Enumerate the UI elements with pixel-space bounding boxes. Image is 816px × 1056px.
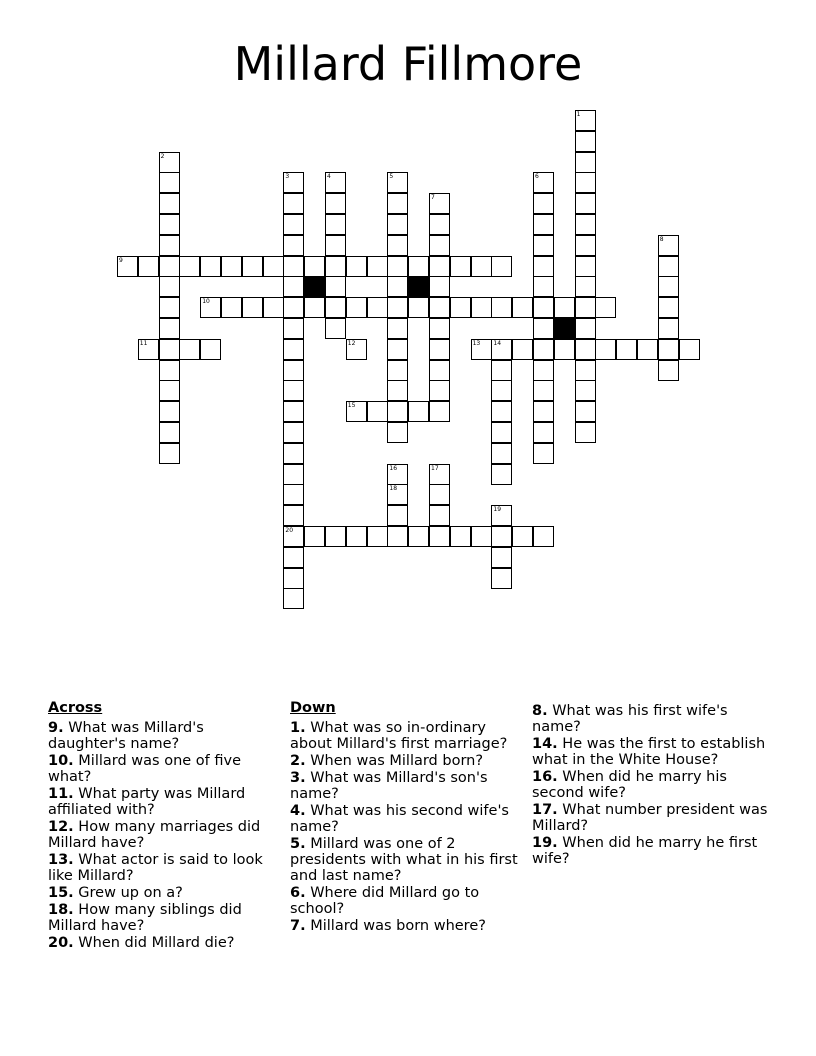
crossword-cell[interactable] — [491, 505, 512, 526]
clue-text: How many siblings did Millard have? — [48, 902, 242, 934]
clue-item — [532, 703, 768, 735]
cell-number: 14 — [493, 339, 502, 347]
crossword-cell[interactable] — [512, 339, 533, 360]
across-heading: Across — [48, 700, 103, 716]
crossword-cell[interactable] — [283, 401, 304, 422]
crossword-cell[interactable] — [429, 318, 450, 339]
crossword-cell[interactable] — [325, 172, 346, 193]
crossword-cell[interactable] — [221, 256, 242, 277]
clue-item — [48, 852, 276, 884]
crossword-cell[interactable] — [387, 360, 408, 381]
crossword-cell[interactable] — [325, 214, 346, 235]
crossword-cell[interactable] — [387, 401, 408, 422]
crossword-cell[interactable] — [429, 214, 450, 235]
crossword-cell[interactable] — [658, 276, 679, 297]
crossword-cell[interactable] — [429, 464, 450, 485]
crossword-cell[interactable] — [387, 339, 408, 360]
clue-text: He was the first to establish what in the White House? — [532, 736, 766, 768]
crossword-cell[interactable] — [283, 484, 304, 505]
black-square — [554, 318, 575, 339]
crossword-cell[interactable] — [242, 256, 263, 277]
crossword-cell[interactable] — [408, 526, 429, 547]
crossword-cell[interactable] — [575, 276, 596, 297]
crossword-cell[interactable] — [491, 464, 512, 485]
crossword-cell[interactable] — [429, 526, 450, 547]
clue-number: 12. — [48, 819, 74, 835]
crossword-cell[interactable] — [491, 360, 512, 381]
crossword-cell[interactable] — [533, 443, 554, 464]
clue-number: 16. — [532, 769, 558, 785]
clue-item — [290, 836, 526, 884]
down-heading: Down — [290, 700, 336, 716]
crossword-cell[interactable] — [304, 297, 325, 318]
crossword-cell[interactable] — [429, 276, 450, 297]
clue-item — [290, 753, 526, 769]
clue-number: 13. — [48, 852, 74, 868]
crossword-cell[interactable] — [450, 526, 471, 547]
crossword-cell[interactable] — [637, 339, 658, 360]
clue-item — [290, 803, 526, 835]
crossword-cell[interactable] — [575, 152, 596, 173]
crossword-cell[interactable] — [283, 443, 304, 464]
crossword-cell[interactable] — [159, 214, 180, 235]
crossword-cell[interactable] — [283, 339, 304, 360]
clue-number: 17. — [532, 802, 558, 818]
crossword-cell[interactable] — [387, 193, 408, 214]
cell-number: 4 — [327, 173, 331, 181]
crossword-cell[interactable] — [533, 401, 554, 422]
clue-text: When did Millard die? — [73, 935, 235, 951]
crossword-cell[interactable] — [387, 276, 408, 297]
cell-number: 2 — [160, 152, 165, 160]
clue-item — [48, 935, 276, 951]
cell-number: 3 — [285, 173, 290, 181]
crossword-cell[interactable] — [491, 443, 512, 464]
crossword-cell[interactable] — [159, 172, 180, 193]
clue-number: 6. — [290, 885, 306, 901]
clue-number: 1. — [290, 720, 306, 736]
clue-number: 7. — [290, 918, 306, 934]
crossword-cell[interactable] — [679, 339, 700, 360]
crossword-cell[interactable] — [512, 297, 533, 318]
crossword-cell[interactable] — [575, 380, 596, 401]
clue-item — [532, 802, 768, 834]
crossword-cell[interactable] — [367, 297, 388, 318]
cell-number: 18 — [389, 485, 398, 493]
crossword-cell[interactable] — [387, 297, 408, 318]
clue-text: What actor is said to look like Millard? — [48, 852, 263, 884]
crossword-cell[interactable] — [575, 422, 596, 443]
cell-number: 12 — [347, 339, 356, 347]
crossword-cell[interactable] — [554, 297, 575, 318]
crossword-cell[interactable] — [159, 339, 180, 360]
clue-text: When did he marry his second wife? — [532, 769, 727, 801]
crossword-cell[interactable] — [533, 214, 554, 235]
crossword-cell[interactable] — [346, 401, 367, 422]
crossword-cell[interactable] — [283, 318, 304, 339]
cell-number: 20 — [285, 527, 294, 534]
clue-item — [48, 885, 276, 901]
crossword-cell[interactable] — [159, 256, 180, 277]
crossword-cell[interactable] — [575, 131, 596, 152]
crossword-cell[interactable] — [325, 193, 346, 214]
crossword-cell[interactable] — [429, 484, 450, 505]
crossword-cell[interactable] — [554, 339, 575, 360]
crossword-cell[interactable] — [533, 360, 554, 381]
crossword-cell[interactable] — [387, 464, 408, 485]
crossword-cell[interactable] — [159, 422, 180, 443]
crossword-cell[interactable] — [533, 235, 554, 256]
crossword-cell[interactable] — [408, 401, 429, 422]
crossword-cell[interactable] — [367, 256, 388, 277]
crossword-cell[interactable] — [325, 276, 346, 297]
crossword-cell[interactable] — [159, 276, 180, 297]
crossword-cell[interactable] — [429, 339, 450, 360]
crossword-cell[interactable] — [533, 339, 554, 360]
clue-text: What was his second wife's name? — [290, 803, 509, 835]
crossword-cell[interactable] — [387, 318, 408, 339]
crossword-cell[interactable] — [429, 505, 450, 526]
crossword-cell[interactable] — [575, 318, 596, 339]
crossword-cell[interactable] — [575, 256, 596, 277]
crossword-cell[interactable] — [283, 568, 304, 589]
crossword-cell[interactable] — [450, 297, 471, 318]
crossword-cell[interactable] — [429, 235, 450, 256]
crossword-cell[interactable] — [429, 360, 450, 381]
clue-item — [532, 835, 768, 867]
crossword-cell[interactable] — [325, 256, 346, 277]
crossword-cell[interactable] — [491, 256, 512, 277]
clue-text: Millard was one of 2 presidents with what in his first and last name? — [290, 836, 518, 884]
crossword-cell[interactable] — [491, 380, 512, 401]
cell-number: 10 — [202, 298, 210, 306]
cell-number: 7 — [431, 194, 435, 202]
crossword-cell[interactable] — [491, 339, 512, 360]
across-clues — [48, 700, 276, 952]
crossword-cell[interactable] — [616, 339, 637, 360]
crossword-cell[interactable] — [595, 339, 616, 360]
crossword-cell[interactable] — [471, 256, 492, 277]
crossword-cell[interactable] — [533, 256, 554, 277]
crossword-cell[interactable] — [283, 380, 304, 401]
clue-text: When did he marry he first wife? — [532, 835, 758, 867]
crossword-cell[interactable] — [242, 297, 263, 318]
crossword-cell[interactable] — [491, 526, 512, 547]
crossword-cell[interactable] — [575, 297, 596, 318]
clue-text: What number president was Millard? — [532, 802, 768, 834]
crossword-cell[interactable] — [512, 526, 533, 547]
crossword-cell[interactable] — [408, 297, 429, 318]
clue-text: What was so in-ordinary about Millard's first marriage? — [290, 720, 508, 752]
crossword-cell[interactable] — [200, 297, 221, 318]
crossword-cell[interactable] — [658, 360, 679, 381]
crossword-cell[interactable] — [283, 464, 304, 485]
clue-item — [48, 786, 276, 818]
crossword-cell[interactable] — [575, 110, 596, 131]
crossword-cell[interactable] — [575, 214, 596, 235]
crossword-cell[interactable] — [575, 339, 596, 360]
crossword-cell[interactable] — [471, 339, 492, 360]
clue-number: 20. — [48, 935, 74, 951]
crossword-cell[interactable] — [346, 297, 367, 318]
crossword-cell[interactable] — [283, 505, 304, 526]
cell-number: 1 — [576, 111, 581, 118]
crossword-cell[interactable] — [429, 297, 450, 318]
crossword-cell[interactable] — [387, 256, 408, 277]
crossword-cell[interactable] — [387, 380, 408, 401]
crossword-cell[interactable] — [159, 193, 180, 214]
crossword-cell[interactable] — [471, 297, 492, 318]
cell-number: 13 — [472, 339, 481, 347]
crossword-cell[interactable] — [283, 276, 304, 297]
crossword-cell[interactable] — [325, 318, 346, 339]
crossword-cell[interactable] — [346, 526, 367, 547]
cell-number: 16 — [389, 464, 398, 472]
clue-number: 5. — [290, 836, 306, 852]
page-title: Millard Fillmore — [233, 37, 583, 91]
crossword-cell[interactable] — [575, 360, 596, 381]
crossword-cell[interactable] — [471, 526, 492, 547]
crossword-cell[interactable] — [387, 214, 408, 235]
crossword-cell[interactable] — [283, 588, 304, 609]
clue-item — [290, 918, 526, 934]
clue-number: 3. — [290, 770, 306, 786]
crossword-cell[interactable] — [429, 401, 450, 422]
crossword-cell[interactable] — [387, 526, 408, 547]
cell-number: 17 — [431, 464, 439, 472]
crossword-cell[interactable] — [283, 235, 304, 256]
crossword-cell[interactable] — [200, 256, 221, 277]
crossword-cell[interactable] — [283, 526, 304, 547]
clue-item — [48, 720, 276, 752]
crossword-cell[interactable] — [387, 484, 408, 505]
black-square — [408, 276, 429, 297]
crossword-cell[interactable] — [387, 422, 408, 443]
crossword-cell[interactable] — [387, 505, 408, 526]
clue-number: 9. — [48, 720, 64, 736]
clue-number: 15. — [48, 885, 74, 901]
clue-text: Where did Millard go to school? — [290, 885, 480, 917]
crossword-cell[interactable] — [533, 193, 554, 214]
down-clues — [290, 700, 526, 935]
down-clues-continued — [532, 703, 768, 868]
clue-number: 8. — [532, 703, 548, 719]
clue-item — [290, 770, 526, 802]
clue-text: Millard was born where? — [305, 918, 486, 934]
crossword-cell[interactable] — [533, 380, 554, 401]
cell-number: 15 — [347, 402, 356, 410]
black-square — [304, 276, 325, 297]
crossword-cell[interactable] — [533, 318, 554, 339]
clue-text: What was his first wife's name? — [532, 703, 728, 735]
cell-number: 9 — [119, 256, 123, 264]
crossword-cell[interactable] — [283, 547, 304, 568]
crossword-cell[interactable] — [429, 193, 450, 214]
crossword-cell[interactable] — [283, 297, 304, 318]
crossword-cell[interactable] — [283, 193, 304, 214]
crossword-cell[interactable] — [658, 235, 679, 256]
crossword-cell[interactable] — [159, 360, 180, 381]
crossword-cell[interactable] — [159, 401, 180, 422]
clue-text: What was Millard's daughter's name? — [48, 720, 204, 752]
crossword-cell[interactable] — [159, 297, 180, 318]
clue-text: When was Millard born? — [305, 753, 484, 769]
clue-text: Millard was one of five what? — [48, 753, 242, 785]
clue-item — [290, 885, 526, 917]
crossword-cell[interactable] — [575, 172, 596, 193]
crossword-cell[interactable] — [221, 297, 242, 318]
crossword-cell[interactable] — [367, 401, 388, 422]
crossword-cell[interactable] — [159, 380, 180, 401]
crossword-cell[interactable] — [491, 401, 512, 422]
clue-item — [532, 736, 768, 768]
crossword-cell[interactable] — [658, 297, 679, 318]
crossword-cell[interactable] — [491, 568, 512, 589]
clue-number: 19. — [532, 835, 558, 851]
clue-item — [48, 753, 276, 785]
clue-item — [48, 819, 276, 851]
clue-number: 11. — [48, 786, 74, 802]
crossword-cell[interactable] — [575, 235, 596, 256]
crossword-cell[interactable] — [304, 256, 325, 277]
clue-text: Grew up on a? — [73, 885, 183, 901]
crossword-cell[interactable] — [658, 339, 679, 360]
crossword-cell[interactable] — [179, 339, 200, 360]
crossword-cell[interactable] — [117, 256, 138, 277]
crossword-cell[interactable] — [159, 443, 180, 464]
crossword-cell[interactable] — [575, 401, 596, 422]
crossword-cell[interactable] — [533, 526, 554, 547]
crossword-cell[interactable] — [533, 422, 554, 443]
crossword-cell[interactable] — [575, 193, 596, 214]
crossword-cell[interactable] — [346, 256, 367, 277]
clue-text: How many marriages did Millard have? — [48, 819, 261, 851]
crossword-cell[interactable] — [387, 172, 408, 193]
crossword-cell[interactable] — [283, 172, 304, 193]
crossword-cell[interactable] — [263, 256, 284, 277]
crossword-cell[interactable] — [283, 360, 304, 381]
crossword-cell[interactable] — [533, 172, 554, 193]
crossword-cell[interactable] — [283, 214, 304, 235]
crossword-cell[interactable] — [491, 422, 512, 443]
clue-text: What party was Millard affiliated with? — [48, 786, 246, 818]
crossword-cell[interactable] — [325, 235, 346, 256]
clue-item — [290, 720, 526, 752]
crossword-cell[interactable] — [533, 297, 554, 318]
crossword-cell[interactable] — [491, 547, 512, 568]
cell-number: 8 — [659, 235, 664, 243]
clue-number: 18. — [48, 902, 74, 918]
clue-item — [48, 902, 276, 934]
crossword-cell[interactable] — [263, 297, 284, 318]
crossword-cell[interactable] — [429, 380, 450, 401]
cell-number: 6 — [535, 173, 539, 181]
crossword-cell[interactable] — [159, 152, 180, 173]
clue-item — [532, 769, 768, 801]
clue-number: 14. — [532, 736, 558, 752]
crossword-cell[interactable] — [200, 339, 221, 360]
crossword-cell[interactable] — [325, 526, 346, 547]
crossword-cell[interactable] — [159, 318, 180, 339]
crossword-cell[interactable] — [658, 256, 679, 277]
crossword-cell[interactable] — [533, 276, 554, 297]
crossword-cell[interactable] — [387, 235, 408, 256]
clue-number: 10. — [48, 753, 74, 769]
crossword-cell[interactable] — [595, 297, 616, 318]
crossword-cell[interactable] — [325, 297, 346, 318]
clue-number: 4. — [290, 803, 306, 819]
crossword-cell[interactable] — [159, 235, 180, 256]
crossword-cell[interactable] — [283, 256, 304, 277]
cell-number: 19 — [493, 506, 502, 514]
crossword-cell[interactable] — [138, 256, 159, 277]
crossword-cell[interactable] — [304, 526, 325, 547]
crossword-cell[interactable] — [491, 297, 512, 318]
crossword-cell[interactable] — [138, 339, 159, 360]
crossword-cell[interactable] — [283, 422, 304, 443]
crossword-cell[interactable] — [179, 256, 200, 277]
cell-number: 11 — [139, 339, 148, 347]
crossword-cell[interactable] — [367, 526, 388, 547]
crossword-cell[interactable] — [346, 339, 367, 360]
crossword-cell[interactable] — [450, 256, 471, 277]
crossword-cell[interactable] — [408, 256, 429, 277]
crossword-cell[interactable] — [429, 256, 450, 277]
cell-number: 5 — [389, 173, 394, 181]
clue-text: What was Millard's son's name? — [290, 770, 488, 802]
clue-number: 2. — [290, 753, 306, 769]
crossword-cell[interactable] — [658, 318, 679, 339]
